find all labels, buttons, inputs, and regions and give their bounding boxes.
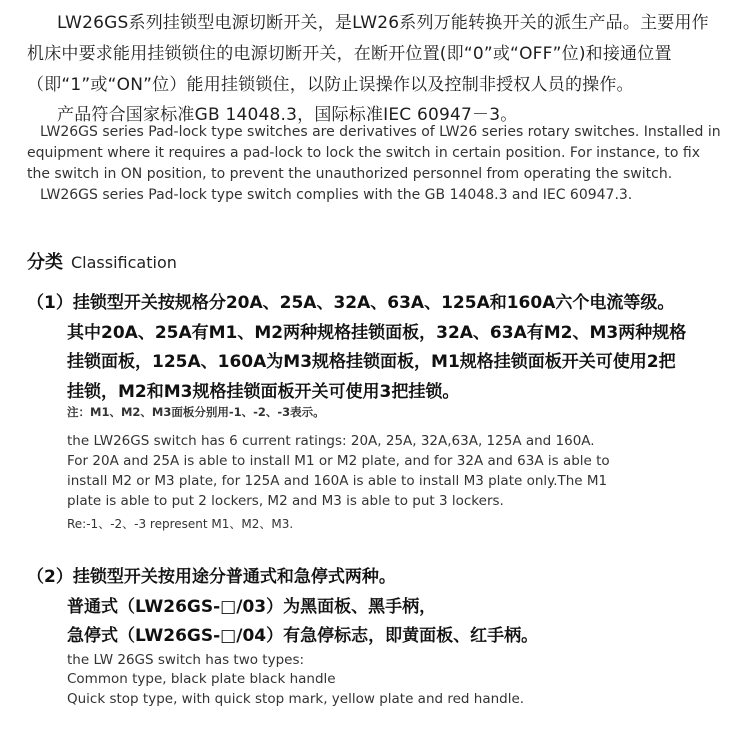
item1-zh-line-4: 挂锁，M2和M3规格挂锁面板开关可使用3把挂锁。 — [67, 382, 460, 402]
item1-zh-line-2: 其中20A、25A有M1、M2两种规格挂锁面板，32A、63A有M2、M3两种规格 — [67, 323, 687, 343]
intro-en-line-1: LW26GS series Pad-lock type switches are derivatives of LW26 series rotary switches. Installed in — [40, 124, 721, 140]
classification-title-zh: 分类 — [27, 252, 63, 273]
item1-note-zh: 注：M1、M2、M3面板分别用-1、-2、-3表示。 — [67, 405, 325, 419]
item1-en-line-1: the LW26GS switch has 6 current ratings: 20A, 25A, 32A,63A, 125A and 160A. — [67, 433, 595, 449]
intro-zh-line-3: （即“1”或“ON”位）能用挂锁锁住，以防止误操作以及控制非授权人员的操作。 — [27, 75, 634, 95]
intro-zh-line-2: 机床中要求能用挂锁锁住的电源切断开关，在断开位置(即“0”或“OFF”位)和接通位置 — [27, 44, 672, 64]
intro-en-line-4: LW26GS series Pad-lock type switch complies with the GB 14048.3 and IEC 60947.3. — [40, 187, 633, 203]
item1-en-line-3: install M2 or M3 plate, for 125A and 160A is able to install M3 plate only.The M1 — [67, 473, 608, 489]
classification-heading — [27, 248, 177, 274]
item1-en-line-2: For 20A and 25A is able to install M1 or M2 plate, and for 32A and 63A is able to — [67, 453, 610, 469]
intro-zh-line-4: 产品符合国家标准GB 14048.3，国际标准IEC 60947－3。 — [57, 105, 518, 125]
item2-en-line-1: the LW 26GS switch has two types: — [67, 652, 305, 668]
intro-en-line-3: the switch in ON position, to prevent the unauthorized personnel from operating the switch. — [27, 166, 673, 182]
item2-zh-line-3: 急停式（LW26GS-□/04）有急停标志，即黄面板、红手柄。 — [67, 626, 539, 646]
item1-en-line-4: plate is able to put 2 lockers, M2 and M3 is able to put 3 lockers. — [67, 493, 504, 509]
item2-zh-line-2: 普通式（LW26GS-□/03）为黑面板、黑手柄， — [67, 597, 437, 617]
intro-en-line-2: equipment where it requires a pad-lock to lock the switch in certain position. For instance, to fix — [27, 145, 700, 161]
item1-zh-line-3: 挂锁面板，125A、160A为M3规格挂锁面板，M1规格挂锁面板开关可使用2把 — [67, 352, 676, 372]
item1-zh-line-1: （1）挂锁型开关按规格分20A、25A、32A、63A、125A和160A六个电流等级。 — [27, 293, 675, 313]
item2-en-line-3: Quick stop type, with quick stop mark, yellow plate and red handle. — [67, 691, 525, 707]
item2-en-line-2: Common type, black plate black handle — [67, 671, 336, 687]
intro-zh-line-1: LW26GS系列挂锁型电源切断开关，是LW26系列万能转换开关的派生产品。主要用作 — [57, 13, 709, 33]
item2-zh-line-1: （2）挂锁型开关按用途分普通式和急停式两种。 — [27, 567, 396, 587]
item1-note-en: Re:-1、-2、-3 represent M1、M2、M3. — [67, 517, 294, 531]
classification-title-en: Classification — [71, 253, 177, 272]
